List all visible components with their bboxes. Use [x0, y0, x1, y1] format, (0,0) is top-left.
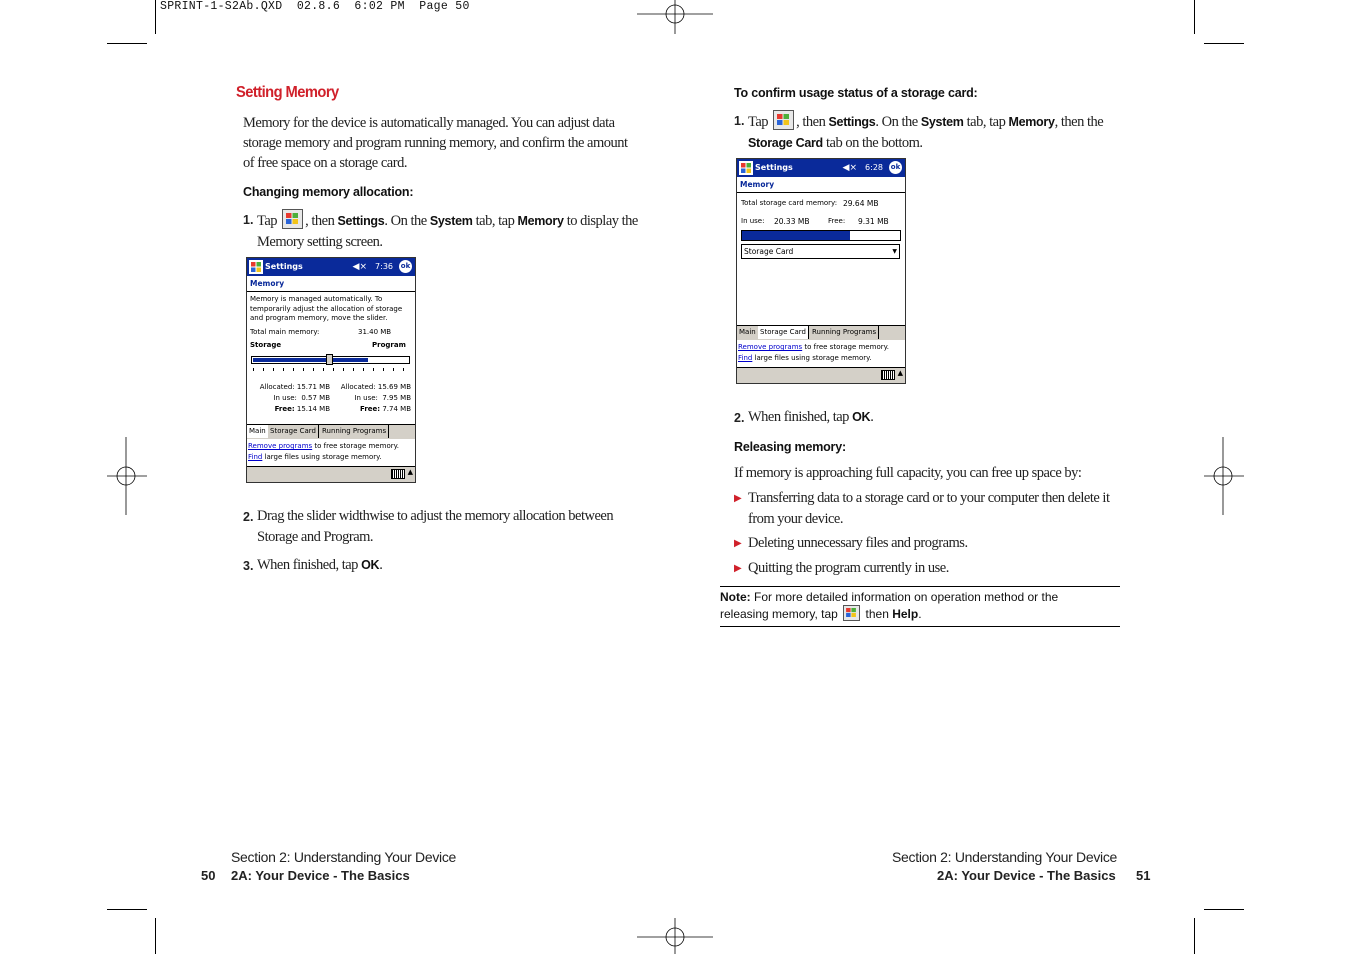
find-link[interactable]: Find: [248, 453, 263, 461]
crop-mark: [1194, 918, 1195, 954]
screen-heading: Memory: [740, 180, 775, 189]
crop-mark: [1204, 43, 1244, 44]
bullet-text: Deleting unnecessary files and programs.: [748, 535, 968, 551]
start-menu-icon: [282, 209, 303, 229]
storage-card-screenshot: [736, 158, 906, 384]
storage-dropdown[interactable]: [741, 244, 900, 259]
crop-mark: [155, 918, 156, 954]
free-value: 9.31 MB: [858, 217, 889, 226]
bullet-arrow-icon: ▶: [734, 538, 742, 549]
footer-chapter-left: 2A: Your Device - The Basics: [231, 868, 410, 883]
registration-mark-bottom: [637, 918, 713, 958]
usage-fill: [742, 231, 850, 240]
crop-mark: [107, 909, 147, 910]
tab-main[interactable]: Main: [737, 326, 759, 339]
total-card-label: Total storage card memory:: [741, 199, 838, 207]
keyboard-icon[interactable]: [881, 370, 895, 380]
usage-bar: [741, 230, 901, 241]
speaker-icon[interactable]: ◀×: [352, 262, 367, 272]
title-bar: [247, 258, 415, 276]
step-number: 3.: [243, 559, 254, 573]
storage-stats: Allocated: 15.71 MB In use: 0.57 MB Free: 15.14 MB: [259, 383, 330, 413]
memory-description: Memory is managed automatically. To temporarily adjust the allocation of storage and program memory, move the slider.: [250, 295, 403, 322]
step-number: 2.: [734, 411, 745, 425]
free-label: Free:: [828, 217, 846, 225]
tab-storage-card[interactable]: Storage Card: [758, 326, 809, 339]
ok-button[interactable]: ok: [399, 260, 412, 273]
program-label: Program: [372, 341, 406, 349]
subheading-changing-memory: Changing memory allocation:: [243, 185, 414, 199]
tab-running-programs[interactable]: Running Programs: [810, 326, 879, 339]
inuse-value: 20.33 MB: [774, 217, 810, 226]
start-menu-icon: [739, 161, 753, 175]
footer-page-number-left: 50: [201, 868, 216, 883]
footer-section-left: Section 2: Understanding Your Device: [231, 849, 457, 865]
step-number: 2.: [243, 510, 254, 524]
total-memory-label: Total main memory:: [250, 328, 320, 336]
input-panel-bar: [737, 367, 905, 383]
note-label: Note:: [720, 590, 751, 604]
registration-mark-top: [637, 0, 713, 40]
step-3-text: When finished, tap OK.: [257, 557, 383, 573]
remove-programs-link[interactable]: Remove programs: [738, 343, 803, 351]
speaker-icon[interactable]: ◀×: [842, 163, 857, 173]
divider: [737, 192, 905, 193]
step-1-text: Tap , then Settings. On the System tab, tap Memory, then the Storage Card tab on the bottom.: [748, 110, 1128, 154]
print-header: SPRINT-1-S2Ab.QXD 02.8.6 6:02 PM Page 50: [160, 0, 470, 13]
step-number: 1.: [734, 114, 745, 128]
memory-settings-screenshot: [246, 257, 416, 483]
tab-main[interactable]: Main: [247, 425, 269, 438]
input-up-arrow-icon[interactable]: ▲: [897, 369, 903, 377]
tab-running-programs[interactable]: Running Programs: [320, 425, 389, 438]
app-title: Settings: [265, 262, 303, 271]
dropdown-value: Storage Card: [744, 247, 794, 256]
keyboard-icon[interactable]: [391, 469, 405, 479]
input-panel-bar: [247, 466, 415, 482]
start-menu-icon: [773, 110, 794, 130]
crop-mark: [1194, 0, 1195, 34]
program-stats: Allocated: 15.69 MB In use: 7.95 MB Free: 7.74 MB: [340, 383, 411, 413]
program-fill: [332, 358, 368, 362]
total-memory-value: 31.40 MB: [358, 328, 392, 336]
slider-ticks: [253, 368, 408, 371]
memory-slider-thumb[interactable]: [326, 354, 333, 365]
start-menu-icon: [249, 260, 263, 274]
section-title: Setting Memory: [236, 84, 339, 101]
storage-fill: [253, 358, 326, 362]
clock[interactable]: 6:28: [865, 163, 883, 172]
intro-line: storage memory and program running memory, and confirm the amount: [243, 135, 628, 151]
bullet-arrow-icon: ▶: [734, 493, 742, 504]
inuse-label: In use:: [741, 217, 765, 225]
subheading-storage-card: To confirm usage status of a storage card:: [734, 86, 978, 100]
help-links: Remove programs to free storage memory. Find large files using storage memory.: [738, 343, 889, 362]
step-2-text: When finished, tap OK.: [748, 409, 874, 425]
divider: [247, 291, 415, 292]
bullet-text: Transferring data to a storage card or to your computer then delete it from your device.: [748, 490, 1110, 527]
bullet-text: Quitting the program currently in use.: [748, 560, 949, 576]
intro-line: Memory for the device is automatically managed. You can adjust data: [243, 115, 615, 131]
app-title: Settings: [755, 163, 793, 172]
help-links: Remove programs to free storage memory. Find large files using storage memory.: [248, 442, 399, 461]
input-up-arrow-icon[interactable]: ▲: [407, 468, 413, 476]
footer-chapter-right: 2A: Your Device - The Basics: [937, 868, 1116, 883]
step-1-text: Tap , then Settings. On the System tab, tap Memory to display the Memory setting screen.: [257, 209, 647, 253]
crop-mark: [107, 43, 147, 44]
intro-line: of free space on a storage card.: [243, 155, 407, 171]
bullet-arrow-icon: ▶: [734, 563, 742, 574]
footer-section-right: Section 2: Understanding Your Device: [892, 849, 1118, 865]
registration-mark-left: [107, 437, 147, 515]
tab-strip: [247, 424, 415, 439]
note-box: Note: For more detailed information on operation method or the releasing memory, tap then Help.: [720, 586, 1120, 627]
clock[interactable]: 7:36: [375, 262, 393, 271]
tab-strip: [737, 325, 905, 340]
footer-page-number-right: 51: [1136, 868, 1151, 883]
intro-paragraph: [243, 113, 643, 173]
screen-heading: Memory: [250, 279, 285, 288]
subheading-releasing-memory: Releasing memory:: [734, 440, 846, 454]
chevron-down-icon: ▼: [892, 248, 897, 255]
find-link[interactable]: Find: [738, 354, 753, 362]
step-2-text: Drag the slider widthwise to adjust the memory allocation between Storage and Program.: [257, 508, 614, 545]
storage-label: Storage: [250, 341, 282, 349]
tab-storage-card[interactable]: Storage Card: [268, 425, 319, 438]
remove-programs-link[interactable]: Remove programs: [248, 442, 313, 450]
step-number: 1.: [243, 213, 254, 227]
total-card-value: 29.64 MB: [843, 199, 879, 208]
releasing-intro: If memory is approaching full capacity, you can free up space by:: [734, 465, 1082, 481]
start-menu-icon: [843, 605, 860, 621]
registration-mark-right: [1204, 437, 1244, 515]
crop-mark: [155, 0, 156, 34]
crop-mark: [1204, 909, 1244, 910]
ok-button[interactable]: ok: [889, 161, 902, 174]
title-bar: [737, 159, 905, 177]
